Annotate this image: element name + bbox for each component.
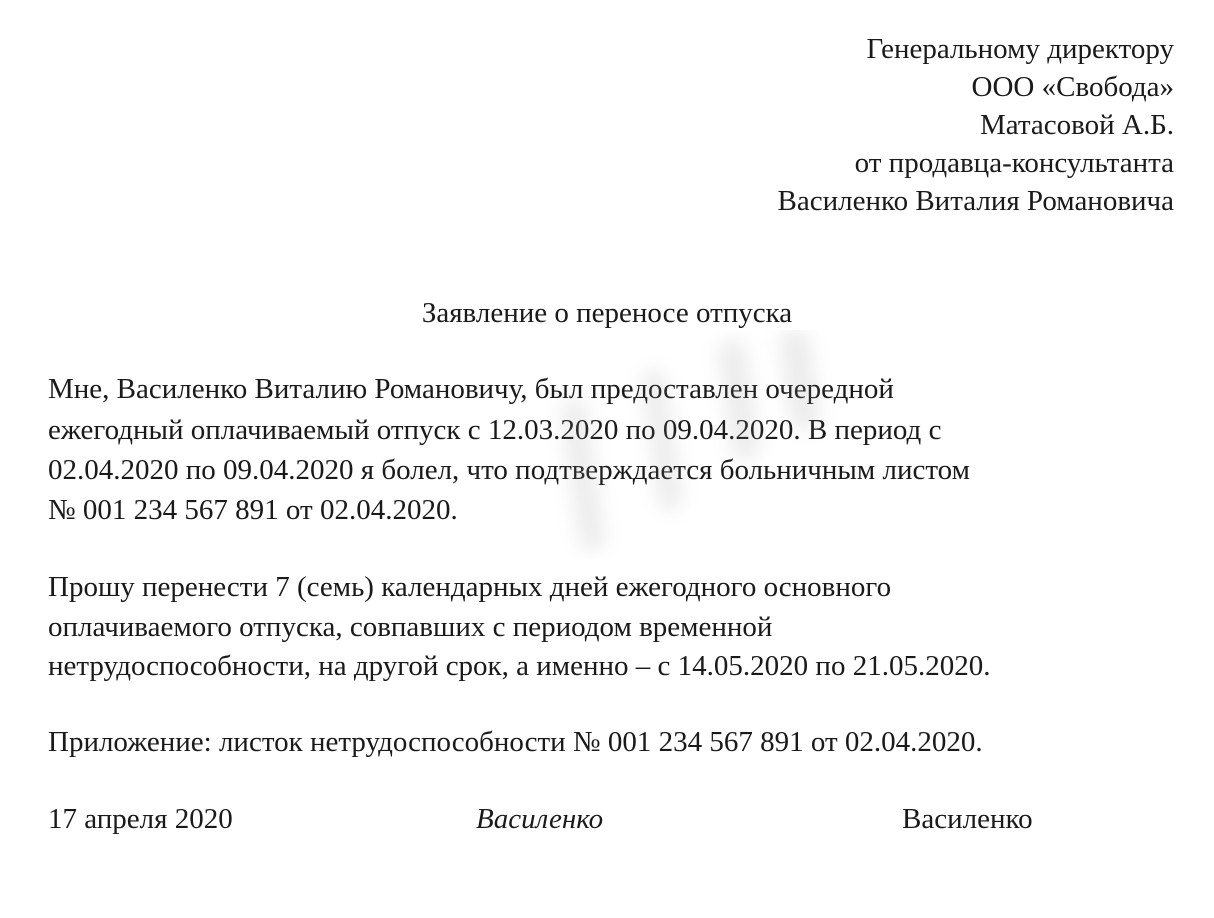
paragraph-line: ежегодный оплачиваемый отпуск с 12.03.2020 по 09.04.2020. В период с <box>48 414 942 446</box>
paragraph-line: оплачиваемого отпуска, совпавших с периодом временной <box>48 611 773 643</box>
addressee-position: Генеральному директору <box>866 33 1174 65</box>
paragraph-line: нетрудоспособности, на другой срок, а именно – с 14.05.2020 по 21.05.2020. <box>48 650 991 682</box>
paragraph-line: 02.04.2020 по 09.04.2020 я болел, что подтверждается больничным листом <box>48 454 970 486</box>
addressee-name: Матасовой А.Б. <box>979 109 1174 141</box>
sender-position: от продавца-консультанта <box>854 147 1174 179</box>
addressee-company: ООО «Свобода» <box>971 71 1174 103</box>
signature-name: Василенко <box>902 803 1033 835</box>
paragraph-line: Прошу перенести 7 (семь) календарных дней ежегодного основного <box>48 571 892 603</box>
paragraph-line: № 001 234 567 891 от 02.04.2020. <box>48 494 458 526</box>
sender-name: Василенко Виталия Романовича <box>777 185 1174 217</box>
signature-date: 17 апреля 2020 <box>48 803 233 835</box>
document-title: Заявление о переносе отпуска <box>421 297 793 329</box>
signature-handwritten: Василенко <box>476 803 604 835</box>
attachment-line: Приложение: листок нетрудоспособности № 001 234 567 891 от 02.04.2020. <box>48 726 983 758</box>
paragraph-line: Мне, Василенко Виталию Романовичу, был предоставлен очередной <box>48 373 894 405</box>
